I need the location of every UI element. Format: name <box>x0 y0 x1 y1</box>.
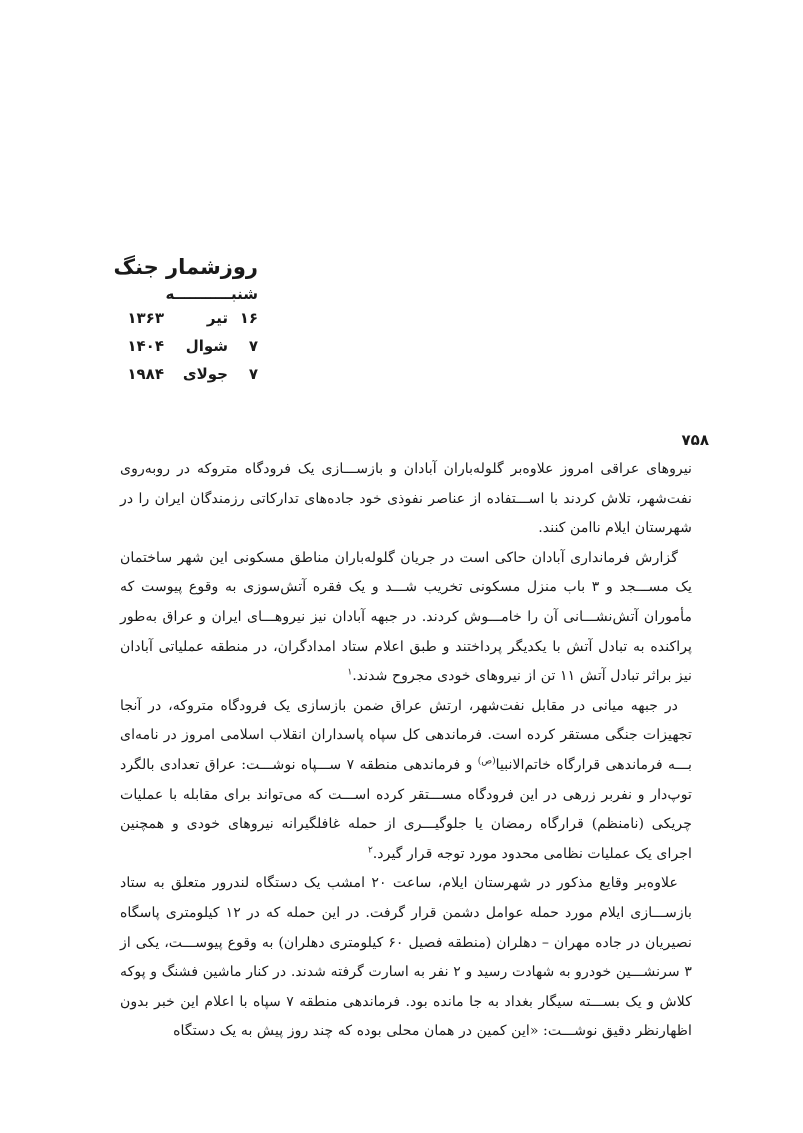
paragraph <box>120 544 692 692</box>
honorific-mark: (ص) <box>477 756 496 767</box>
date-year: ۱۹۸۴ <box>127 365 164 383</box>
footnote-ref[interactable]: ۲ <box>367 844 373 855</box>
paragraph-text: علاوه‌بر وقایع مذکور در شهرستان ایلام، ساعت ۲۰ امشب یک دستگاه لندرور متعلق به ستاد بازســـازی ایلام مورد حمله عوامل دشمن قرار گرفت. در این حمله که در ۱۲ کیلومتری پاسگاه نصیریان در جاده مهران – دهلران (منطقه فصیل ۶۰ کیلومتری دهلران) به وقوع پیوســـت، یکی از ۳ سرنشـــین خودرو به شهادت رسید و ۲ نفر به اسارت گرفته شدند. در کنار ماشین فشنگ و پوکه کلاش و یک بســـته سیگار بغداد به جا مانده بود. فرماندهی منطقه ۷ سپاه با اعلام این خبر بدون اظهارنظر دقیق نوشـــت: «این کمین در همان محلی بوده که چند روز پیش به یک دستگاه <box>120 875 693 1040</box>
paragraph-text: در جبهه میانی در مقابل نفت‌شهر، ارتش عراق ضمن بازسازی یک فرودگاه متروکه، در آنجا تجهیزات جنگی مستقر کرده است. فرماندهی کل سپاه پاسداران انقلاب اسلامی امروز در نامه‌ای بـــه فرماندهی قرارگاه خاتم‌الانبیا <box>120 697 692 773</box>
paragraph-text: گزارش فرمانداری آبادان حاکی است در جریان گلوله‌باران مناطق مسکونی این شهر ساختمان یک مســـجد و ۳ باب منزل مسکونی تخریب شـــد و یک فقره آتش‌سوزی به وقوع پیوست که مأموران آتش‌نشـــانی آن را خامـــوش کردند. در جبهه آبادان نیز نیروهـــای ایران و عراق به‌طور پراکنده به تبادل آتش با یکدیگر پرداختند و طبق اعلام ستاد امدادگران، در منطقه عملیاتی آبادان نیز براثر تبادل آتش ۱۱ تن از نیروهای خودی مجروح شدند. <box>120 549 692 685</box>
entry-body <box>120 455 692 1047</box>
date-day: ۷ <box>248 365 258 383</box>
paragraph <box>120 692 692 870</box>
footnote-ref[interactable]: ۱ <box>347 667 353 678</box>
date-year: ۱۴۰۴ <box>127 337 164 355</box>
book-title: روزشمار جنگ <box>113 255 258 279</box>
paragraph <box>120 869 692 1047</box>
date-row-solar <box>108 304 258 332</box>
paragraph-text: نیروهای عراقی امروز علاوه‌بر گلوله‌باران آبادان و بازســـازی یک فرودگاه متروکه در روبه‌روی نفت‌شهر، تلاش کردند با اســـتفاده از عناصر نفوذی خود جاده‌های تدارکاتی رزمندگان ایران را در شهرستان ایلام ناامن کنند. <box>120 461 692 537</box>
paragraph-text: و فرماندهی منطقه ۷ ســـپاه نوشـــت: عراق تعدادی بالگرد توپ‌دار و نفربر زرهی در این فرودگاه مســـتقر کرده اســـت که می‌تواند برای مقابله با عملیات چریکی (نامنظم) قرارگاه رمضان یا جلوگیـــری از حمله غافلگیرانه نیروهای خودی و همچنین اجرای یک عملیات نظامی محدود مورد توجه قرار گیرد. <box>120 756 692 862</box>
date-row-lunar <box>108 332 258 360</box>
date-header <box>108 252 258 388</box>
date-row-gregorian <box>108 360 258 388</box>
paragraph <box>120 455 692 544</box>
weekday-label <box>108 284 258 304</box>
weekday-text: شنبـــــــــــه <box>165 285 258 303</box>
entry-number: ۷۵۸ <box>681 431 709 449</box>
date-month: شوال <box>185 337 228 355</box>
date-year: ۱۳۶۳ <box>127 309 164 327</box>
date-day: ۱۶ <box>239 309 258 327</box>
date-month: تیر <box>206 309 228 327</box>
date-day: ۷ <box>248 337 258 355</box>
date-month: جولای <box>182 365 228 383</box>
